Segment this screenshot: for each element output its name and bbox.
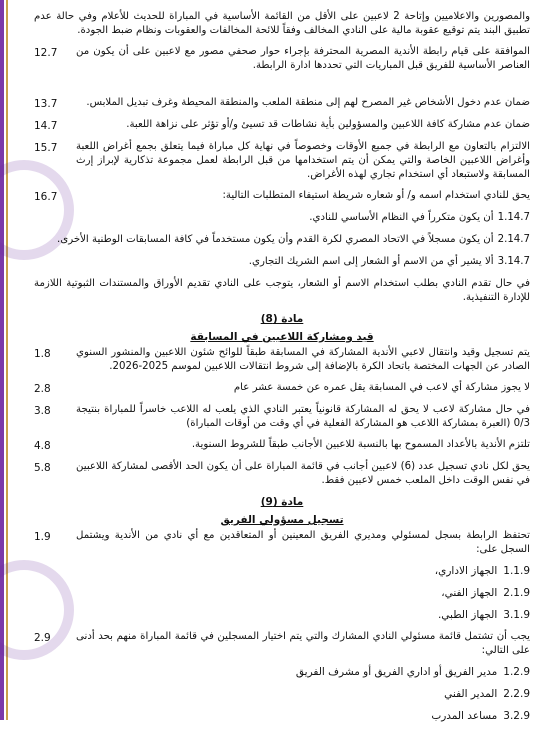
list-text: المدير الفني <box>444 688 498 700</box>
clause-5-8 <box>34 460 530 488</box>
subclause-text: ألا يشير أي من الاسم أو الشعار إلى اسم الشريك التجاري. <box>248 256 494 267</box>
list-number: 1.1.9 <box>503 565 530 577</box>
list-item <box>34 564 530 578</box>
clause-number: 14.7 <box>34 120 58 132</box>
list-number: 3.1.9 <box>503 609 530 621</box>
clause-number: 12.7 <box>34 47 58 59</box>
list-item <box>34 709 530 723</box>
subclause-1-14-7 <box>34 211 530 225</box>
clause-text: الالتزام بالتعاون مع الرابطة في جميع الأوقات وخصوصاً في نهاية كل مباراة فيما يتعلق بجمع أغراض اللعبة وأغراض اللاعبين الخاصة والتي يمكن أن يتم استخدامها من قبل الرابطة لعمل مجموعة تذكارية لإبراز إرث المسابقة ولاستبعاد أي استخدام تجاري لهذه الأغراض. <box>76 141 530 180</box>
subclause-number: 3.14.7 <box>497 256 530 267</box>
list-text: مساعد المدرب <box>431 710 498 722</box>
document-page <box>34 10 530 731</box>
clause-text: لا يجوز مشاركة أي لاعب في المسابقة يقل عمره عن خمسة عشر عام <box>233 382 530 393</box>
clause-text: تلتزم الأندية بالأعداد المسموح بها بالنسبة للاعبين الأجانب طبقاً للشروط السنوية. <box>191 439 530 450</box>
clause-number: 15.7 <box>34 142 58 154</box>
clause-2-9 <box>34 630 530 658</box>
list-item <box>34 586 530 600</box>
list-text: الجهاز الطبي. <box>437 609 498 621</box>
article-subtitle: قيد ومشاركة اللاعبين في المسابقة <box>190 331 374 343</box>
clause-text: يجب أن تشتمل قائمة مسئولي النادي المشارك والتي يتم اختيار المسجلين في قائمة المباراة منهم بحد أدنى على التالي: <box>76 631 530 656</box>
subclause-text: أن يكون متكرراً في النظام الأساسي للنادي. <box>309 212 494 223</box>
paragraph: والمصورين والاعلاميين وإتاحة 2 لاعبين على الأقل من القائمة الأساسية في المباراة للحديث للأعلام وفي حالة عدم تطبيق البند يتم توقيع عقوبة مالية على النادي المخالف وفقاً للائحة المخالفات والعقوبات ونظام ضبط الجودة. <box>34 11 531 36</box>
list-item <box>34 687 530 701</box>
subclause-3-14-7 <box>34 255 530 269</box>
clause-2-8 <box>34 381 530 396</box>
clause-text: الموافقة على قيام رابطة الأندية المصرية المحترفة بإجراء حوار صحفي مصور مع لاعبين على أن يكون من العناصر الأساسية للفريق قبل المباريات التي تحددها ادارة الرابطة. <box>76 46 530 71</box>
clause-14-7 <box>34 118 530 133</box>
clause-number: 13.7 <box>34 98 58 110</box>
list-number: 2.2.9 <box>503 688 530 700</box>
subclause-number: 1.14.7 <box>497 212 530 223</box>
clause-12-7 <box>34 45 530 73</box>
clause-text: يحق لكل نادي تسجيل عدد (6) لاعبين أجانب في قائمة المباراة على أن يكون الحد الأقصى لمشاركة اللاعبين في نفس الوقت داخل الملعب خمس لاعبين فقط. <box>76 461 530 486</box>
list-text: الجهاز الاداري، <box>434 565 498 577</box>
clause-number: 2.8 <box>34 383 51 395</box>
list-number: 1.2.9 <box>503 666 530 678</box>
clause-13-7 <box>34 96 530 111</box>
article-title: مادة (9) <box>260 496 304 508</box>
clause-text: في حال مشاركة لاعب لا يحق له المشاركة قانونياً يعتبر النادي الذي يلعب له اللاعب خاسراً للمباراة بنتيجة 0/3 (العبرة بمشاركة اللاعب هو المشاركة الفعلية في أي وقت من أوقات المباراة) <box>76 404 530 429</box>
clause-text: يتم تسجيل وقيد وانتقال لاعبي الأندية المشاركة في المسابقة طبقاً للوائح شئون اللاعبين والمنشور السنوي الصادر عن الجهات المختصة باتحاد الكرة بالإضافة إلى شروط انتقالات اللاعبين لموسم 2025-2026. <box>76 347 530 372</box>
clause-1-8 <box>34 346 530 374</box>
clause-number: 1.8 <box>34 348 51 360</box>
subclause-number: 2.14.7 <box>497 234 530 245</box>
list-text: مدير الفريق أو اداري الفريق أو مشرف الفريق <box>295 666 498 678</box>
list-text: الجهاز الفني، <box>441 587 498 599</box>
subclause-text: أن يكون مسجلاً في الاتحاد المصري لكرة القدم وأن يكون مستخدماً في كافة المسابقات الوطنية الأخرى. <box>56 234 494 245</box>
clause-number: 5.8 <box>34 462 51 474</box>
clause-text: ضمان عدم دخول الأشخاص غير المصرح لهم إلى منطقة الملعب والمنطقة المحيطة وغرف تبديل الملابس. <box>86 97 530 108</box>
list-number: 2.1.9 <box>503 587 530 599</box>
article-subtitle: تسجيل مسؤولي الفريق <box>220 514 344 526</box>
clause-text: تحتفظ الرابطة بسجل لمسئولي ومديري الفريق المعينين أو المتعاقدين مع أي نادي من الأندية ويشتمل السجل على: <box>76 530 530 555</box>
list-item <box>34 665 530 679</box>
clause-text: ضمان عدم مشاركة كافة اللاعبين والمسؤولين بأية نشاطات قد تسيئ و/أو تؤثر على نزاهة اللعبة. <box>126 119 530 130</box>
paragraph: في حال تقدم النادي بطلب استخدام الاسم أو الشعار، يتوجب على النادي تقديم الأوراق والمستندات الثبوتية اللازمة للإدارة التنفيذية. <box>34 278 530 303</box>
article-title: مادة (8) <box>260 313 304 325</box>
clause-number: 16.7 <box>34 191 58 203</box>
clause-3-8 <box>34 403 530 431</box>
clause-number: 4.8 <box>34 440 51 452</box>
clause-1-9 <box>34 529 530 557</box>
clause-4-8 <box>34 438 530 453</box>
clause-number: 3.8 <box>34 405 51 417</box>
clause-15-7 <box>34 140 530 182</box>
clause-number: 2.9 <box>34 632 51 644</box>
clause-number: 1.9 <box>34 531 51 543</box>
list-number: 3.2.9 <box>503 710 530 722</box>
list-item <box>34 608 530 622</box>
clause-text: يحق للنادي استخدام اسمه و/ أو شعاره شريطة استيفاء المتطلبات التالية: <box>222 190 530 201</box>
clause-16-7 <box>34 189 530 204</box>
subclause-2-14-7 <box>34 233 530 247</box>
